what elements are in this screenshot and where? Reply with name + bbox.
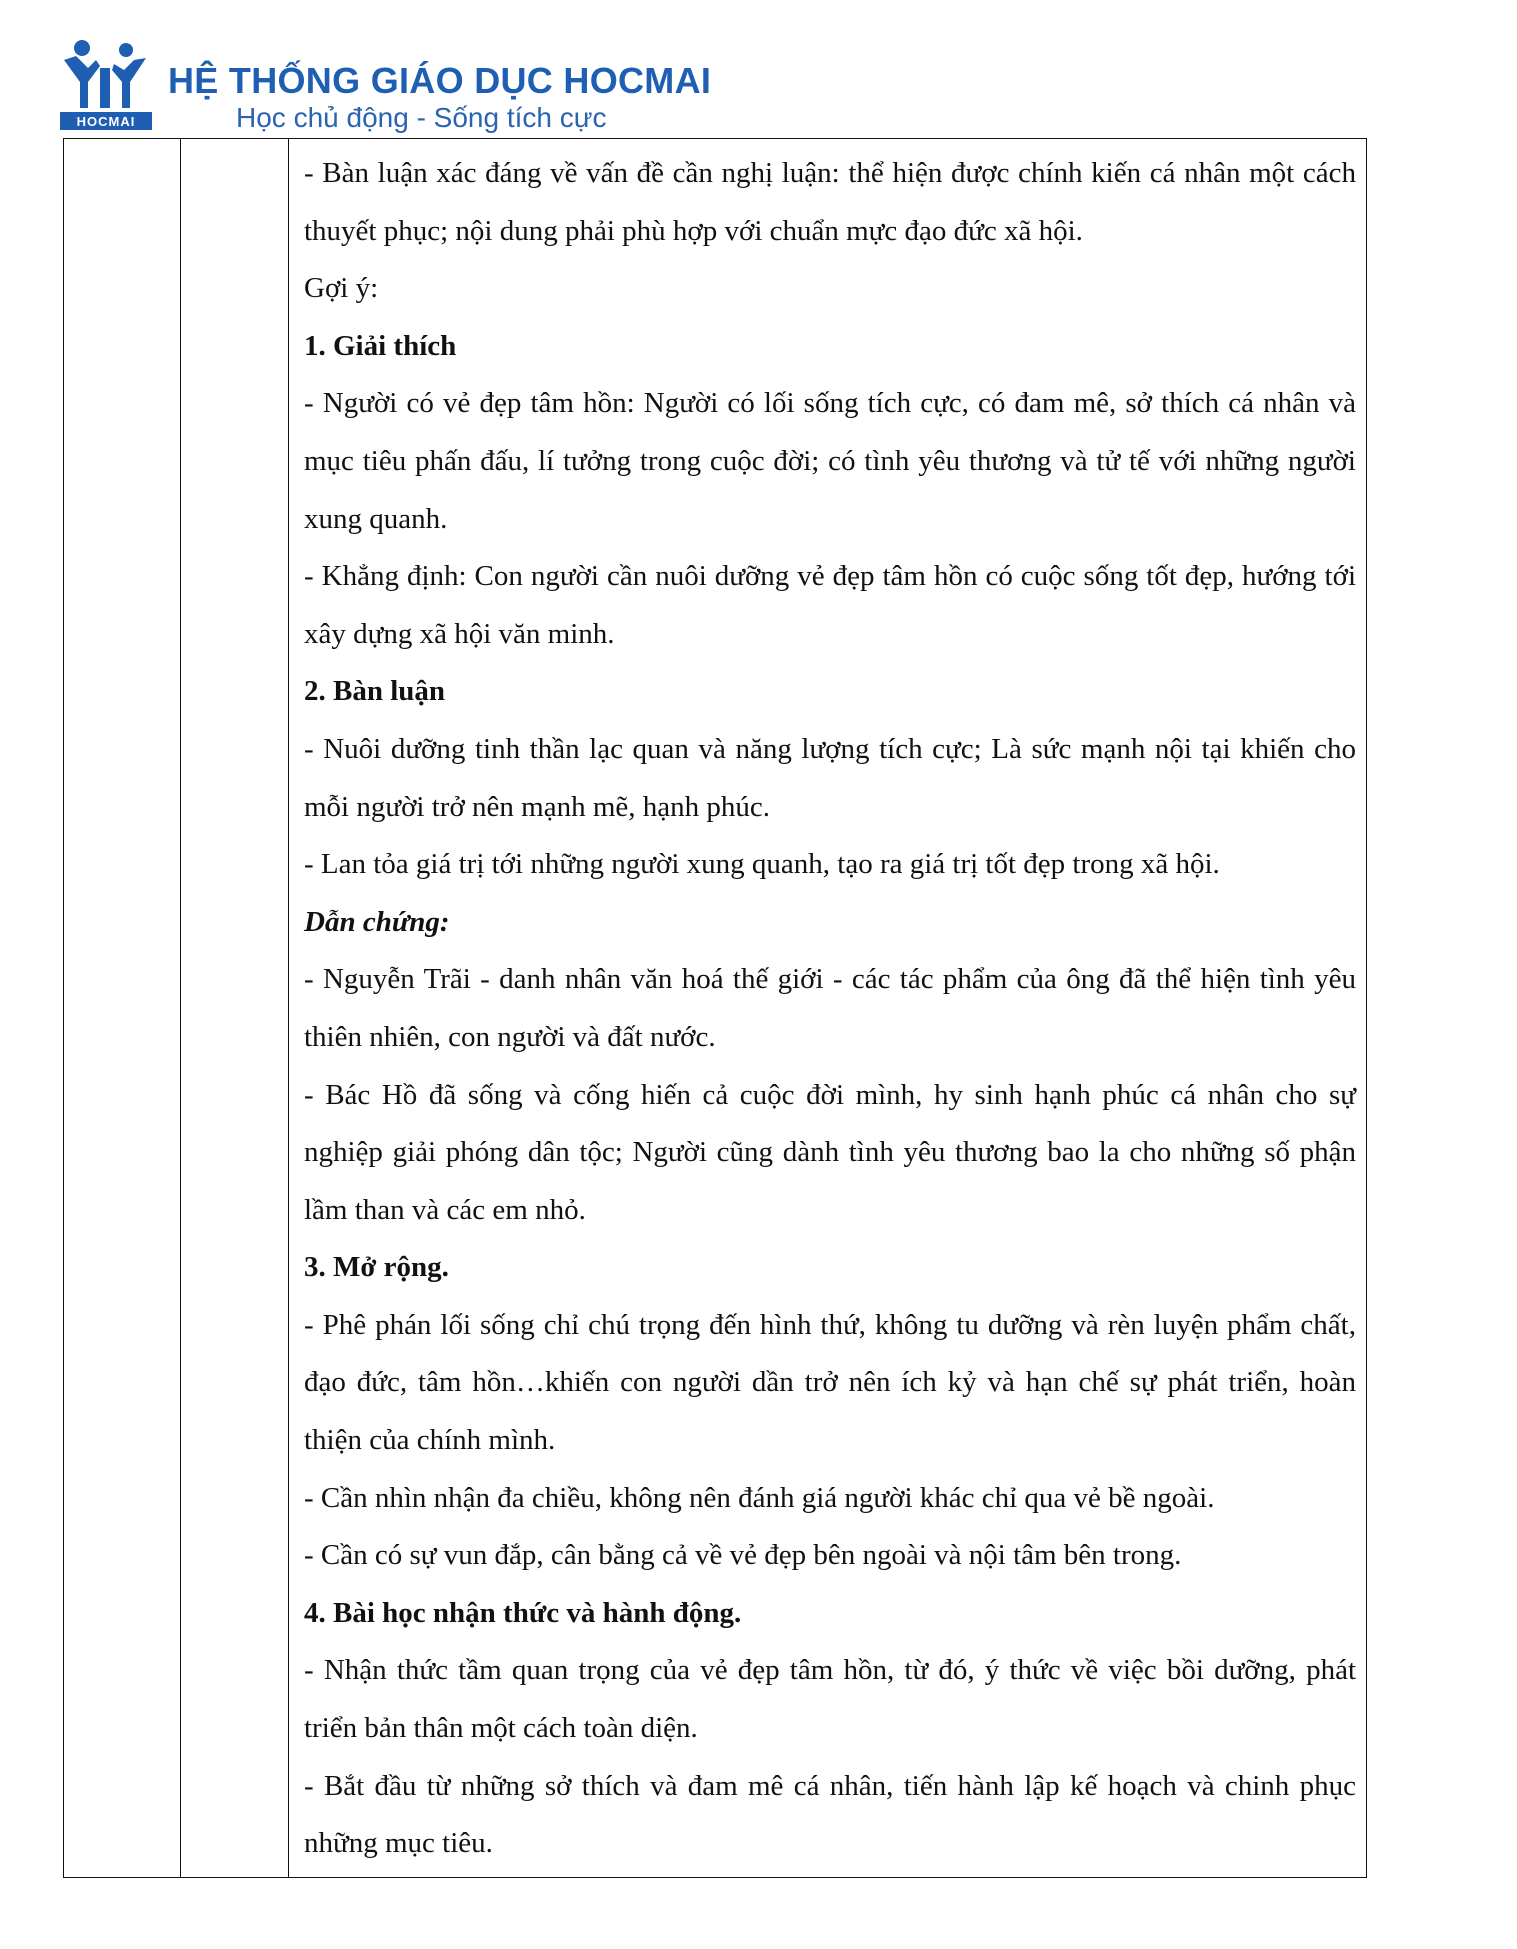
content-table xyxy=(63,138,1367,1878)
paragraph-hint: Gợi ý: xyxy=(304,272,379,305)
brand-slogan: Học chủ động - Sống tích cực xyxy=(236,102,607,133)
paragraph: - Nguyễn Trãi - danh nhân văn hoá thế giới - các tác phẩm của ông đã thể hiện tình yêu thiên nhiên, con người và đất nước. xyxy=(304,963,1356,1053)
paragraph: - Khẳng định: Con người cần nuôi dưỡng vẻ đẹp tâm hồn có cuộc sống tốt đẹp, hướng tới xây dựng xã hội văn minh. xyxy=(304,560,1356,650)
brand-title: HỆ THỐNG GIÁO DỤC HOCMAI xyxy=(168,60,712,101)
hocmai-logo xyxy=(60,38,152,130)
paragraph-intro: - Bàn luận xác đáng về vấn đề cần nghị luận: thể hiện được chính kiến cá nhân một cách thuyết phục; nội dung phải phù hợp với chuẩn mực đạo đức xã hội. xyxy=(304,157,1356,247)
content-cell xyxy=(304,145,1356,1873)
paragraph: - Người có vẻ đẹp tâm hồn: Người có lối sống tích cực, có đam mê, sở thích cá nhân và mục tiêu phấn đấu, lí tưởng trong cuộc đời; có tình yêu thương và tử tế với những người xung quanh. xyxy=(304,387,1356,535)
column-divider xyxy=(288,139,289,1877)
paragraph: - Nuôi dưỡng tinh thần lạc quan và năng lượng tích cực; Là sức mạnh nội tại khiến cho mỗi người trở nên mạnh mẽ, hạnh phúc. xyxy=(304,732,1356,823)
paragraph: - Cần có sự vun đắp, cân bằng cả về vẻ đẹp bên ngoài và nội tâm bên trong. xyxy=(304,1539,1182,1572)
paragraph: - Lan tỏa giá trị tới những người xung quanh, tạo ra giá trị tốt đẹp trong xã hội. xyxy=(304,848,1220,881)
heading-mo-rong: 3. Mở rộng. xyxy=(304,1251,449,1284)
paragraph: - Cần nhìn nhận đa chiều, không nên đánh giá người khác chỉ qua vẻ bề ngoài. xyxy=(304,1481,1215,1514)
heading-bai-hoc: 4. Bài học nhận thức và hành động. xyxy=(304,1596,742,1629)
heading-giai-thich: 1. Giải thích xyxy=(304,329,457,362)
paragraph: - Bác Hồ đã sống và cống hiến cả cuộc đời mình, hy sinh hạnh phúc cá nhân cho sự nghiệp giải phóng dân tộc; Người cũng dành tình yêu thương bao la cho những số phận lầm than và các em nhỏ. xyxy=(304,1078,1356,1226)
paragraph: - Phê phán lối sống chỉ chú trọng đến hình thứ, không tu dưỡng và rèn luyện phẩm chất, đạo đức, tâm hồn…khiến con người dần trở nên ích kỷ và hạn chế sự phát triển, hoàn thiện của chính mình. xyxy=(304,1308,1356,1457)
page-header xyxy=(60,38,820,138)
paragraph: - Bắt đầu từ những sở thích và đam mê cá nhân, tiến hành lập kế hoạch và chinh phục những mục tiêu. xyxy=(304,1769,1356,1860)
logo-text: HOCMAI xyxy=(76,114,136,129)
heading-dan-chung: Dẫn chứng: xyxy=(304,905,450,938)
paragraph: - Nhận thức tầm quan trọng của vẻ đẹp tâm hồn, từ đó, ý thức về việc bồi dưỡng, phát triển bản thân một cách toàn diện. xyxy=(304,1654,1356,1745)
heading-ban-luan: 2. Bàn luận xyxy=(304,675,446,708)
column-divider xyxy=(180,139,181,1877)
